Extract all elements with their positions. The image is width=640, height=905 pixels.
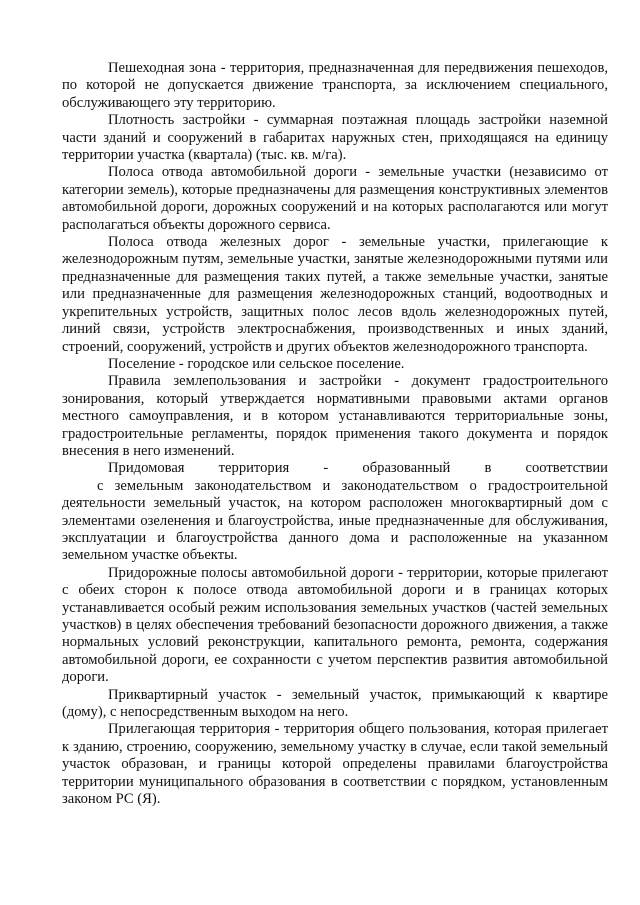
paragraph-settlement: Поселение - городское или сельское поселение. bbox=[108, 355, 405, 372]
paragraph-adjacent-house-territory-rest bbox=[62, 478, 608, 565]
paragraph-adjacent-house-territory-line1: Придомовая территория - образованный в соответствии bbox=[108, 460, 608, 477]
paragraph-pedestrian-zone: Пешеходная зона - территория, предназначенная для передвижения пешеходов, по которой не допускается движение транспорта, за исключением специального, обслуживающего эту территорию. bbox=[62, 60, 608, 111]
paragraph-adjacent-house-territory-line2: с земельным законодательством и законодательством о градостроительной bbox=[97, 477, 608, 494]
paragraph-building-density: Плотность застройки - суммарная поэтажная площадь застройки наземной части зданий и сооружений в габаритах наружных стен, приходящаяся на единицу территории участка (квартала) (тыс. кв. м/га). bbox=[62, 112, 608, 164]
paragraph-apartment-plot: Приквартирный участок - земельный участок, примыкающий к квартире (дому), с непосредственным выходом на него. bbox=[62, 686, 608, 721]
paragraph-railway-right-of-way: Полоса отвода железных дорог - земельные участки, прилегающие к железнодорожным путям, земельные участки, занятые железнодорожными путями или предназначенные для размещения таких путей, а также земельные участки, занятые или предназначенные для размещения железнодорожных станций, водоотводных и укрепительных устройств, защитных полос лесов вдоль железнодорожных путей, линий связи, устройств электроснабжения, производственных и иных зданий, строений, сооружений, устройств и других объектов железнодорожного транспорта. bbox=[62, 234, 608, 355]
paragraph-adjacent-house-territory-body: деятельности земельный участок, на котором расположен многоквартирный дом с элементами озеленения и благоустройства, иные предназначенные для обслуживания, эксплуатации и благоустройства данного дома и расположенные на указанном земельном участке объекты. bbox=[62, 495, 608, 564]
document-page bbox=[62, 60, 608, 808]
paragraph-land-use-rules: Правила землепользования и застройки - документ градостроительного зонирования, который утверждается нормативными правовыми актами органов местного самоуправления, и в котором устанавливаются территориальные зоны, градостроительные регламенты, порядок применения такого документа и порядок внесения в него изменений. bbox=[62, 373, 608, 459]
paragraph-road-right-of-way: Полоса отвода автомобильной дороги - земельные участки (независимо от категории земель), которые предназначены для размещения конструктивных элементов автомобильной дороги, дорожных сооружений и на которых располагаются или могут располагаться объекты дорожного сервиса. bbox=[62, 164, 608, 233]
paragraph-roadside-strips: Придорожные полосы автомобильной дороги - территории, которые прилегают с обеих сторон к полосе отвода автомобильной дороги и в границах которых устанавливается особый режим использования земельных участков (частей земельных участков) в целях обеспечения требований безопасности дорожного движения, а также нормальных условий реконструкции, капитального ремонта, ремонта, содержания автомобильной дороги, ее сохранности с учетом перспектив развития автомобильной дороги. bbox=[62, 564, 608, 686]
paragraph-adjacent-territory: Прилегающая территория - территория общего пользования, которая прилегает к зданию, строению, сооружению, земельному участку в случае, если такой земельный участок образован, и границы которой определены правилами благоустройства территории муниципального образования в соответствии с порядком, установленным законом РС (Я). bbox=[62, 721, 608, 808]
